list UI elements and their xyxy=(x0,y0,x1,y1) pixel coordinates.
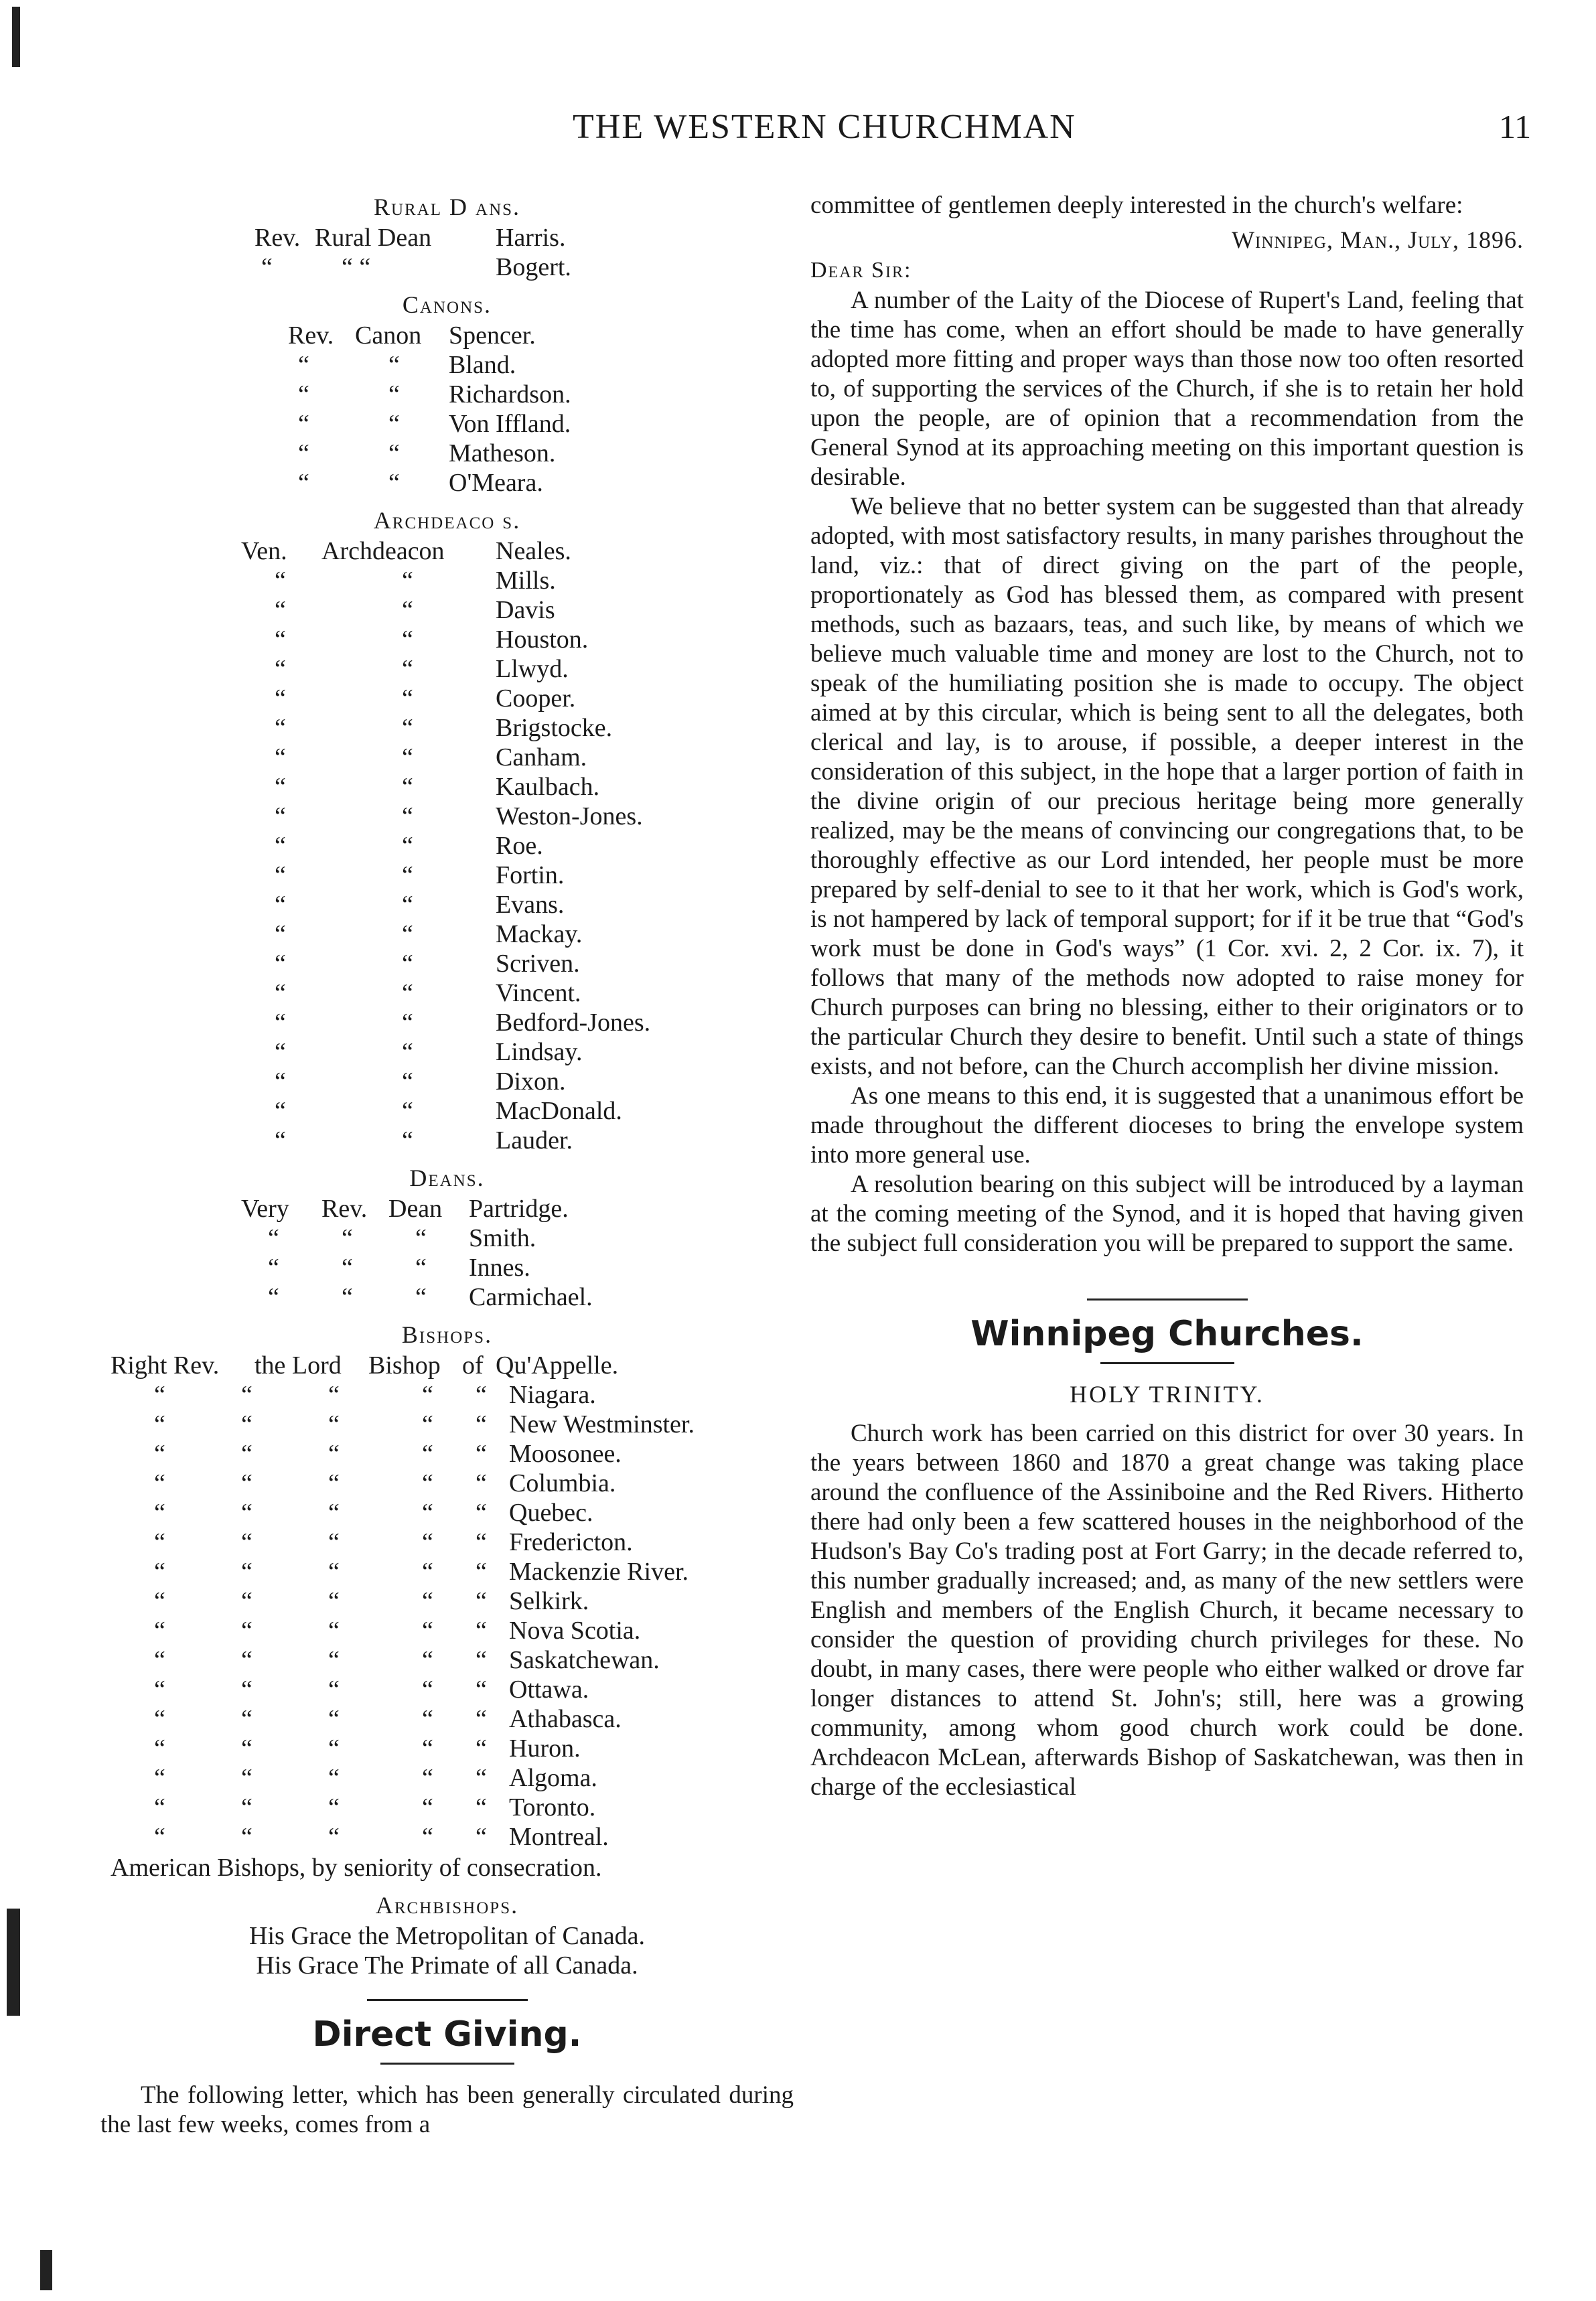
clergy-row xyxy=(100,1194,794,1223)
clergy-row xyxy=(100,1822,794,1852)
ditto-cell: “ xyxy=(275,1097,286,1125)
ditto-cell: “ xyxy=(476,1617,487,1645)
clergy-row xyxy=(100,802,794,831)
direct-giving-title: Direct Giving. xyxy=(312,2014,582,2055)
ditto-cell: “ xyxy=(261,253,273,281)
ditto-cell: “ xyxy=(275,979,286,1007)
ditto-cell: “ xyxy=(476,1469,487,1497)
clergy-row xyxy=(100,321,794,350)
see-cell: New Westminster. xyxy=(509,1410,695,1438)
ditto-cell: “ xyxy=(402,1126,413,1155)
ditto-cell: “ xyxy=(241,1528,252,1556)
title-cell: Very xyxy=(241,1195,289,1223)
ditto-cell: “ xyxy=(275,743,286,771)
clergy-row xyxy=(100,1616,794,1645)
ditto-cell: “ xyxy=(154,1469,165,1497)
surname-cell: Brigstocke. xyxy=(496,714,613,742)
clergy-row xyxy=(100,861,794,890)
ditto-cell: “ xyxy=(476,1528,487,1556)
ditto-cell: “ xyxy=(328,1705,340,1733)
ditto-cell: “ xyxy=(402,861,413,889)
ditto-cell: “ xyxy=(275,1038,286,1066)
see-cell: Ottawa. xyxy=(509,1676,589,1704)
ditto-cell: “ xyxy=(402,1038,413,1066)
surname-cell: Matheson. xyxy=(449,439,556,467)
ditto-cell: “ xyxy=(422,1469,433,1497)
clergy-row xyxy=(100,978,794,1008)
clergy-row xyxy=(100,439,794,468)
ditto-cell: “ xyxy=(422,1528,433,1556)
ditto-cell: “ xyxy=(476,1676,487,1704)
clergy-row xyxy=(100,1126,794,1155)
title-cell: Rev. xyxy=(288,321,334,350)
ditto-cell: “ xyxy=(154,1617,165,1645)
ditto-cell: “ xyxy=(402,1009,413,1037)
ditto-cell: “ xyxy=(275,655,286,683)
ditto-cell: “ xyxy=(388,439,400,467)
ditto-cell: “ xyxy=(422,1381,433,1409)
ditto-cell: “ xyxy=(422,1676,433,1704)
ditto-cell: “ xyxy=(476,1705,487,1733)
ditto-cell: “ xyxy=(476,1793,487,1822)
deans-heading: Deans. xyxy=(409,1165,485,1191)
clergy-row xyxy=(100,566,794,595)
canons-heading: Canons. xyxy=(402,291,492,318)
rank-cell: Bishop xyxy=(368,1351,441,1380)
surname-cell: Roe. xyxy=(496,832,543,860)
clergy-row xyxy=(100,1380,794,1410)
clergy-row xyxy=(100,625,794,654)
surname-cell: Carmichael. xyxy=(469,1283,593,1311)
ditto-cell: “ xyxy=(402,950,413,978)
ditto-cell: “ xyxy=(241,1558,252,1586)
ditto-cell: “ xyxy=(402,832,413,860)
ditto-cell: “ xyxy=(328,1587,340,1615)
bishops-heading: Bishops. xyxy=(401,1321,493,1348)
letter-salutation: Dear Sir: xyxy=(810,258,912,283)
ditto-cell: “ xyxy=(402,743,413,771)
ditto-cell: “ xyxy=(476,1558,487,1586)
ditto-cell: “ xyxy=(402,920,413,948)
ditto-cell: “ xyxy=(328,1676,340,1704)
see-cell: Mackenzie River. xyxy=(509,1558,689,1586)
see-cell: Algoma. xyxy=(509,1764,597,1792)
clergy-row xyxy=(100,252,794,282)
ditto-cell: “ xyxy=(402,773,413,801)
ditto-cell: “ xyxy=(241,1705,252,1733)
letter-paragraph: We believe that no better system can be suggested than that already adopted, with most satisfactory results, in many parishes throughout the land, viz.: that of direct giving on the part of the people, proportionately as God has blessed them, as compared with present methods, such as bazaars, teas, and such like, by means of which we believe much valuable time and money are lost to the Church, not to speak of the humiliating position she is made to occupy. The object aimed at by this circular, which is being sent to all the delegates, both clerical and lay, is to arouse, if possible, a deeper interest in the consideration of this subject, in the hope that a larger portion of faith in the divine origin of our precious heritage being more generally realized, may be the means of convincing our congregations that, to be thoroughly effective as our Lord intended, her people must be more prepared by self-denial to see to it that her work, which is God's work, is not hampered by lack of temporal support; for if it be true that “God's work must be done in God's ways” (1 Cor. xvi. 2, 2 Cor. ix. 7), it follows that many of the methods now adopted to raise money for Church purposes can bring no blessing, either to their originators or to the particular Church they desire to benefit. Until such a state of things exists, and not before, can the Church accomplish her divine mission. xyxy=(810,493,1524,1080)
ditto-cell: “ xyxy=(402,1067,413,1096)
ditto-cell: “ xyxy=(154,1528,165,1556)
clergy-row xyxy=(100,684,794,713)
surname-cell: Von Iffland. xyxy=(449,410,571,438)
ditto-cell: “ xyxy=(402,655,413,683)
ditto-cell: “ xyxy=(328,1734,340,1763)
clergy-row xyxy=(100,831,794,861)
ditto-cell: “ xyxy=(268,1254,279,1282)
ditto-cell: “ xyxy=(402,714,413,742)
ditto-cell: “ xyxy=(476,1440,487,1468)
ditto-cell: “ xyxy=(402,802,413,830)
surname-cell: Houston. xyxy=(496,625,589,654)
ditto-cell: “ xyxy=(422,1499,433,1527)
ditto-cell: “ xyxy=(476,1410,487,1438)
see-cell: Athabasca. xyxy=(509,1705,622,1733)
ditto-cell: “ xyxy=(476,1734,487,1763)
clergy-row xyxy=(100,1223,794,1253)
clergy-row xyxy=(100,1645,794,1675)
rank-cell: Archdeacon xyxy=(321,537,445,565)
ditto-cell: “ xyxy=(275,920,286,948)
clergy-row xyxy=(100,595,794,625)
ditto-cell: “ xyxy=(402,1097,413,1125)
ditto-cell: “ xyxy=(422,1793,433,1822)
ditto-cell: “ “ xyxy=(342,253,371,281)
ditto-cell: “ xyxy=(415,1224,427,1252)
see-cell: Huron. xyxy=(509,1734,581,1763)
ditto-cell: “ xyxy=(154,1440,165,1468)
ditto-cell: “ xyxy=(298,410,309,438)
ditto-cell: “ xyxy=(275,567,286,595)
ditto-cell: “ xyxy=(275,832,286,860)
see-cell: Toronto. xyxy=(509,1793,596,1822)
ditto-cell: “ xyxy=(422,1823,433,1851)
clergy-row xyxy=(100,1498,794,1528)
surname-cell: Richardson. xyxy=(449,380,571,409)
clergy-row xyxy=(100,409,794,439)
ditto-cell: “ xyxy=(388,410,400,438)
clergy-row xyxy=(100,1704,794,1734)
letter-paragraph: A number of the Laity of the Diocese of Rupert's Land, feeling that the time has come, when an effort should be made to have generally adopted more fitting and proper ways than those now too often resorted to, of supporting the services of the Church, if she is to retain her hold upon the people, are of opinion that a recommendation from the General Synod at its approaching meeting on this important question is desirable. xyxy=(810,287,1524,491)
ditto-cell: “ xyxy=(328,1410,340,1438)
see-cell: Selkirk. xyxy=(509,1587,589,1615)
ditto-cell: “ xyxy=(154,1734,165,1763)
holy-trinity-paragraph: Church work has been carried on this district for over 30 years. In the years between 1860 and 1870 a great change was taking place around the confluence of the Assiniboine and the Red Rivers. Hitherto there had only been a few scattered houses in the neighborhood of the Hudson's Bay Co's trading post at Fort Garry; in the decade referred to, this number gradually increased; and, as many of the new settlers were English and members of the English Church, it became necessary to consider the question of providing church privileges for these. No doubt, in many cases, there were people who either walked or drove far longer distances to attend St. John's; still, here was a growing community, among whom good church work could be done. Archdeacon McLean, afterwards Bishop of Saskatchewan, was then in charge of the ecclesiastical xyxy=(810,1420,1524,1801)
ditto-cell: “ xyxy=(402,979,413,1007)
ditto-cell: “ xyxy=(241,1646,252,1674)
clergy-row xyxy=(100,713,794,743)
clergy-row xyxy=(100,1037,794,1067)
clergy-row xyxy=(100,223,794,252)
ditto-cell: “ xyxy=(388,351,400,379)
clergy-row xyxy=(100,1439,794,1469)
ditto-cell: “ xyxy=(241,1734,252,1763)
surname-cell: Davis xyxy=(496,596,555,624)
ditto-cell: “ xyxy=(241,1410,252,1438)
surname-cell: Lindsay. xyxy=(496,1038,583,1066)
clergy-row xyxy=(100,1253,794,1282)
ditto-cell: “ xyxy=(298,469,309,497)
ditto-cell: “ xyxy=(154,1587,165,1615)
ditto-cell: “ xyxy=(476,1587,487,1615)
ditto-cell: “ xyxy=(342,1224,353,1252)
clergy-row xyxy=(100,1793,794,1822)
clergy-row xyxy=(100,1067,794,1096)
page-number: 11 xyxy=(1499,108,1532,145)
surname-cell: O'Meara. xyxy=(449,469,543,497)
ditto-cell: “ xyxy=(241,1381,252,1409)
ditto-cell: “ xyxy=(476,1381,487,1409)
ditto-cell: “ xyxy=(275,1009,286,1037)
scan-edge-mark xyxy=(40,2250,52,2290)
ditto-cell: “ xyxy=(422,1617,433,1645)
clergy-row xyxy=(100,1528,794,1557)
surname-cell: Smith. xyxy=(469,1224,536,1252)
ditto-cell: “ xyxy=(415,1254,427,1282)
ditto-cell: “ xyxy=(241,1823,252,1851)
rank-cell: Dean xyxy=(388,1195,443,1223)
title-cell: Right Rev. xyxy=(111,1351,220,1380)
ditto-cell: “ xyxy=(402,567,413,595)
ditto-cell: “ xyxy=(275,773,286,801)
ditto-cell: “ xyxy=(275,891,286,919)
right-column xyxy=(810,191,1524,1802)
clergy-row xyxy=(100,1675,794,1704)
surname-cell: Cooper. xyxy=(496,684,576,713)
clergy-row xyxy=(100,890,794,919)
ditto-cell: “ xyxy=(388,469,400,497)
clergy-row xyxy=(100,949,794,978)
ditto-cell: “ xyxy=(476,1499,487,1527)
ditto-cell: “ xyxy=(154,1764,165,1792)
ditto-cell: “ xyxy=(402,684,413,713)
clergy-row xyxy=(100,1282,794,1312)
clergy-row xyxy=(100,743,794,772)
clergy-row xyxy=(100,536,794,566)
ditto-cell: “ xyxy=(476,1764,487,1792)
archbishop-line: His Grace The Primate of all Canada. xyxy=(256,1951,638,1980)
title-cell: Ven. xyxy=(241,537,287,565)
surname-cell: Neales. xyxy=(496,537,571,565)
ditto-cell: “ xyxy=(422,1764,433,1792)
ditto-cell: “ xyxy=(154,1499,165,1527)
surname-cell: Bedford-Jones. xyxy=(496,1009,651,1037)
clergy-row xyxy=(100,1469,794,1498)
clergy-row xyxy=(100,1763,794,1793)
clergy-row xyxy=(100,1351,794,1380)
clergy-row xyxy=(100,919,794,949)
ditto-cell: “ xyxy=(328,1558,340,1586)
clergy-row xyxy=(100,1734,794,1763)
ditto-cell: “ xyxy=(154,1823,165,1851)
clergy-row xyxy=(100,654,794,684)
ditto-cell: “ xyxy=(328,1528,340,1556)
american-bishops-note: American Bishops, by seniority of consecration. xyxy=(111,1854,602,1882)
see-cell: Niagara. xyxy=(509,1381,596,1409)
ditto-cell: “ xyxy=(422,1410,433,1438)
ditto-cell: “ xyxy=(275,684,286,713)
letter-paragraph: As one means to this end, it is suggested that a unanimous effort be made throughout the different dioceses to bring the envelope system into more general use. xyxy=(810,1082,1524,1169)
letter-dateline: Winnipeg, Man., July, 1896. xyxy=(1232,226,1524,253)
letter-paragraph: A resolution bearing on this subject will be introduced by a layman at the coming meeting of the Synod, and it is hoped that having given the subject full consideration you will be prepared to support the same. xyxy=(810,1171,1524,1257)
direct-giving-intro-end: committee of gentlemen deeply interested in the church's welfare: xyxy=(810,192,1463,219)
rank-cell: Rural Dean xyxy=(315,224,432,252)
ditto-cell: “ xyxy=(402,625,413,654)
see-cell: Fredericton. xyxy=(509,1528,633,1556)
surname-cell: Mackay. xyxy=(496,920,583,948)
ditto-cell: “ xyxy=(476,1823,487,1851)
bishop-list xyxy=(100,1380,794,1852)
ditto-cell: “ xyxy=(328,1381,340,1409)
ditto-cell: “ xyxy=(275,625,286,654)
scan-edge-mark xyxy=(7,1909,20,2016)
clergy-row xyxy=(100,350,794,380)
ditto-cell: “ xyxy=(275,1067,286,1096)
ditto-cell: “ xyxy=(154,1793,165,1822)
ditto-cell: “ xyxy=(275,950,286,978)
ditto-cell: “ xyxy=(328,1823,340,1851)
surname-cell: Kaulbach. xyxy=(496,773,600,801)
surname-cell: Partridge. xyxy=(469,1195,569,1223)
direct-giving-intro-start: The following letter, which has been generally circulated during the last few weeks, comes from a xyxy=(100,2081,794,2138)
clergy-row xyxy=(100,772,794,802)
archdeacons-heading: Archdeaco s. xyxy=(373,507,521,534)
ditto-cell: “ xyxy=(154,1381,165,1409)
ditto-cell: “ xyxy=(328,1764,340,1792)
ditto-cell: “ xyxy=(422,1587,433,1615)
left-column xyxy=(100,191,794,2140)
ditto-cell: “ xyxy=(422,1558,433,1586)
clergy-row xyxy=(100,1096,794,1126)
winnipeg-churches-title: Winnipeg Churches. xyxy=(970,1314,1364,1354)
ditto-cell: “ xyxy=(298,439,309,467)
see-cell: Qu'Appelle. xyxy=(496,1351,619,1380)
clergy-row xyxy=(100,468,794,498)
ditto-cell: “ xyxy=(241,1587,252,1615)
ditto-cell: “ xyxy=(422,1646,433,1674)
ditto-cell: “ xyxy=(154,1646,165,1674)
ditto-cell: “ xyxy=(328,1793,340,1822)
page-header xyxy=(0,107,1596,161)
ditto-cell: “ xyxy=(241,1793,252,1822)
ditto-cell: “ xyxy=(275,861,286,889)
see-cell: Quebec. xyxy=(509,1499,593,1527)
scan-edge-mark xyxy=(12,7,20,67)
ditto-cell: “ xyxy=(241,1617,252,1645)
rural-deans-heading: Rural D ans. xyxy=(373,194,521,220)
ditto-cell: “ xyxy=(275,802,286,830)
surname-cell: Canham. xyxy=(496,743,587,771)
surname-cell: Bogert. xyxy=(496,253,571,281)
see-cell: Moosonee. xyxy=(509,1440,622,1468)
ditto-cell: “ xyxy=(241,1440,252,1468)
see-cell: Columbia. xyxy=(509,1469,616,1497)
ditto-cell: “ xyxy=(298,351,309,379)
surname-cell: Innes. xyxy=(469,1254,530,1282)
holy-trinity-subheading: HOLY TRINITY. xyxy=(1070,1381,1264,1408)
surname-cell: Harris. xyxy=(496,224,566,252)
see-cell: Montreal. xyxy=(509,1823,609,1851)
surname-cell: Llwyd. xyxy=(496,655,569,683)
rank-cell: Canon xyxy=(355,321,422,350)
ditto-cell: “ xyxy=(275,714,286,742)
section-rule xyxy=(1087,1298,1248,1301)
clergy-row xyxy=(100,1410,794,1439)
ditto-cell: “ xyxy=(154,1410,165,1438)
clergy-row xyxy=(100,1008,794,1037)
ditto-cell: “ xyxy=(422,1734,433,1763)
ditto-cell: “ xyxy=(154,1558,165,1586)
ditto-cell: “ xyxy=(328,1617,340,1645)
title-underline xyxy=(1100,1362,1234,1364)
ditto-cell: “ xyxy=(154,1705,165,1733)
surname-cell: MacDonald. xyxy=(496,1097,622,1125)
title-cell: Rev. xyxy=(255,224,301,252)
ditto-cell: “ xyxy=(328,1646,340,1674)
ditto-cell: “ xyxy=(476,1646,487,1674)
surname-cell: Bland. xyxy=(449,351,516,379)
ditto-cell: “ xyxy=(275,596,286,624)
ditto-cell: “ xyxy=(328,1499,340,1527)
surname-cell: Vincent. xyxy=(496,979,581,1007)
clergy-row xyxy=(100,1557,794,1586)
title-underline xyxy=(380,2063,514,2065)
ditto-cell: “ xyxy=(241,1764,252,1792)
archbishops-heading: Archbishops. xyxy=(375,1892,519,1919)
surname-cell: Dixon. xyxy=(496,1067,566,1096)
see-cell: Nova Scotia. xyxy=(509,1617,641,1645)
ditto-cell: “ xyxy=(328,1469,340,1497)
ditto-cell: “ xyxy=(342,1283,353,1311)
ditto-cell: “ xyxy=(241,1469,252,1497)
surname-cell: Mills. xyxy=(496,567,556,595)
clergy-row xyxy=(100,380,794,409)
ditto-cell: “ xyxy=(388,380,400,409)
ditto-cell: “ xyxy=(241,1676,252,1704)
rank-cell: of xyxy=(462,1351,484,1380)
ditto-cell: “ xyxy=(275,1126,286,1155)
surname-cell: Lauder. xyxy=(496,1126,573,1155)
ditto-cell: “ xyxy=(402,596,413,624)
ditto-cell: “ xyxy=(268,1224,279,1252)
surname-cell: Spencer. xyxy=(449,321,536,350)
section-rule xyxy=(367,1999,528,2001)
ditto-cell: “ xyxy=(268,1283,279,1311)
surname-cell: Weston-Jones. xyxy=(496,802,643,830)
ditto-cell: “ xyxy=(328,1440,340,1468)
title-cell: the Lord xyxy=(255,1351,342,1380)
archdeacon-list xyxy=(100,536,794,1155)
see-cell: Saskatchewan. xyxy=(509,1646,660,1674)
ditto-cell: “ xyxy=(241,1499,252,1527)
ditto-cell: “ xyxy=(154,1676,165,1704)
ditto-cell: “ xyxy=(342,1254,353,1282)
ditto-cell: “ xyxy=(415,1283,427,1311)
ditto-cell: “ xyxy=(402,891,413,919)
surname-cell: Scriven. xyxy=(496,950,580,978)
running-title: THE WESTERN CHURCHMAN xyxy=(573,108,1076,146)
ditto-cell: “ xyxy=(422,1705,433,1733)
ditto-cell: “ xyxy=(298,380,309,409)
ditto-cell: “ xyxy=(422,1440,433,1468)
clergy-row xyxy=(100,1586,794,1616)
archbishop-line: His Grace the Metropolitan of Canada. xyxy=(249,1922,645,1950)
title-cell: Rev. xyxy=(321,1195,368,1223)
surname-cell: Evans. xyxy=(496,891,565,919)
surname-cell: Fortin. xyxy=(496,861,565,889)
